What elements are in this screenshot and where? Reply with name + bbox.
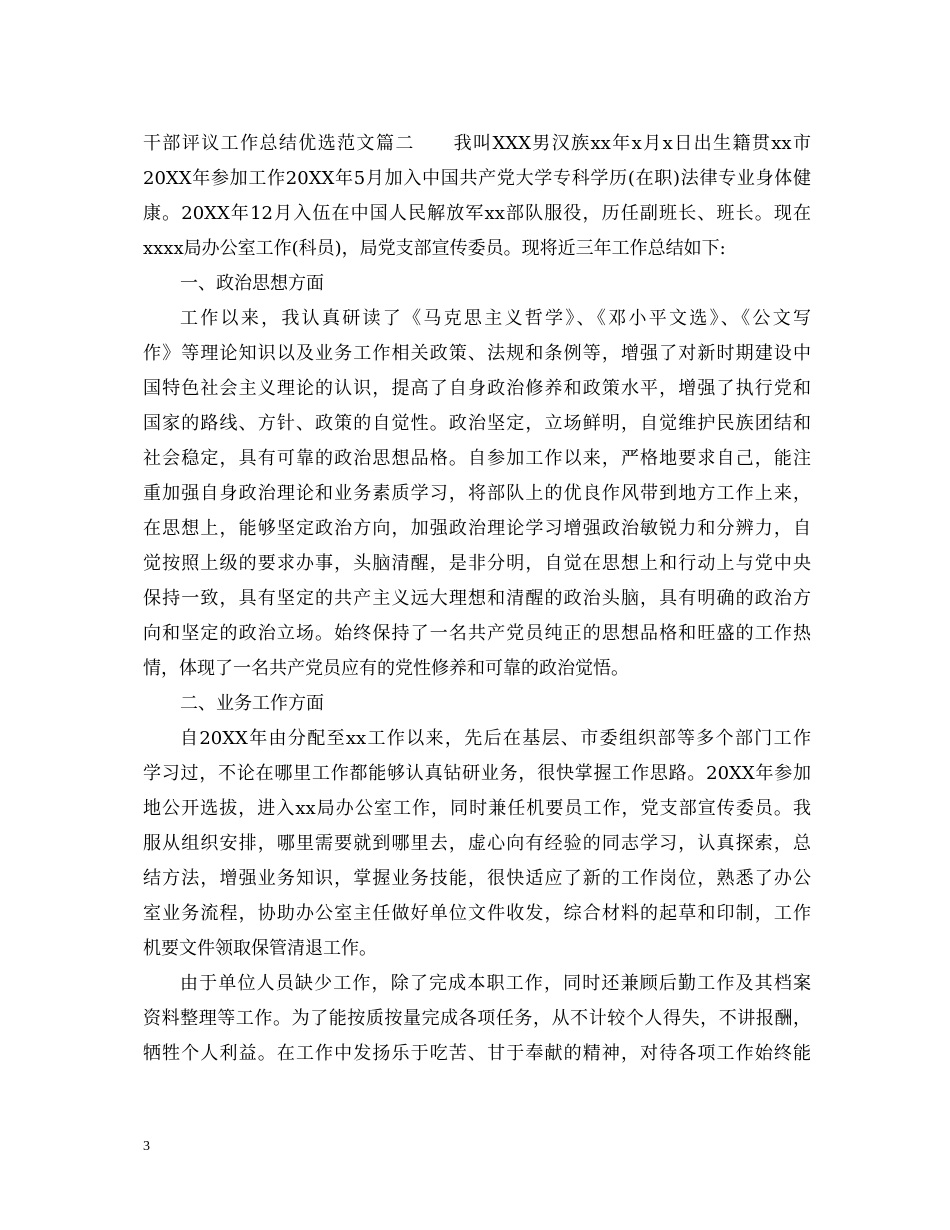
text-line: 自20XX年由分配至xx工作以来，先后在基层、市委组织部等多个部门工作: [180, 728, 811, 749]
text-line: 向和坚定的政治立场。始终保持了一名共产党员纯正的思想品格和旺盛的工作热: [143, 623, 811, 644]
text-line: 作》等理论知识以及业务工作相关政策、法规和条例等，增强了对新时期建设中: [143, 343, 811, 364]
text-line: 由于单位人员缺少工作，除了完成本职工作，同时还兼顾后勤工作及其档案: [180, 973, 811, 994]
text-line: 觉按照上级的要求办事，头脑清醒，是非分明，自觉在思想上和行动上与党中央: [143, 553, 811, 574]
text-line: 保持一致，具有坚定的共产主义远大理想和清醒的政治头脑，具有明确的政治方: [143, 588, 811, 609]
text-line: 在思想上，能够坚定政治方向，加强政治理论学习增强政治敏锐力和分辨力，自: [143, 518, 811, 539]
text-line: xxxx局办公室工作(科员)，局党支部宣传委员。现将近三年工作总结如下:: [143, 238, 726, 259]
text-line: 重加强自身政治理论和业务素质学习，将部队上的优良作风带到地方工作上来，: [143, 483, 811, 504]
text-line: 国特色社会主义理论的认识，提高了自身政治修养和政策水平，增强了执行党和: [143, 378, 811, 399]
section-heading: 二、业务工作方面: [180, 693, 324, 714]
text-line: 室业务流程，协助办公室主任做好单位文件收发，综合材料的起草和印制，工作: [143, 903, 811, 924]
text-line: 工作以来，我认真研读了《马克思主义哲学》、《邓小平文选》、《公文写: [180, 308, 811, 329]
page-number: 3: [143, 1139, 150, 1154]
text-line: 国家的路线、方针、政策的自觉性。政治坚定，立场鲜明，自觉维护民族团结和: [143, 413, 811, 434]
text-line: 服从组织安排，哪里需要就到哪里去，虚心向有经验的同志学习，认真探索，总: [143, 833, 811, 854]
text-line: 牺牲个人利益。在工作中发扬乐于吃苦、甘于奉献的精神，对待各项工作始终能: [143, 1043, 811, 1064]
text-line: 干部评议工作总结优选范文篇二 我叫XXX男汉族xx年x月x日出生籍贯xx市: [143, 133, 811, 154]
text-line: 社会稳定，具有可靠的政治思想品格。自参加工作以来，严格地要求自己，能注: [143, 448, 811, 469]
text-line: 资料整理等工作。为了能按质按量完成各项任务，从不计较个人得失，不讲报酬，: [143, 1008, 811, 1029]
document-body: [143, 126, 811, 1071]
text-line: 康。20XX年12月入伍在中国人民解放军xx部队服役，历任副班长、班长。现在: [143, 203, 811, 224]
text-line: 机要文件领取保管清退工作。: [143, 938, 377, 959]
text-line: 结方法，增强业务知识，掌握业务技能，很快适应了新的工作岗位，熟悉了办公: [143, 868, 811, 889]
section-heading: 一、政治思想方面: [180, 273, 324, 294]
text-line: 20XX年参加工作20XX年5月加入中国共产党大学专科学历(在职)法律专业身体健: [143, 168, 811, 189]
text-line: 情，体现了一名共产党员应有的党性修养和可靠的政治觉悟。: [143, 658, 629, 679]
text-line: 学习过，不论在哪里工作都能够认真钻研业务，很快掌握工作思路。20XX年参加: [143, 763, 811, 784]
text-line: 地公开选拔，进入xx局办公室工作，同时兼任机要员工作，党支部宣传委员。我: [143, 798, 811, 819]
